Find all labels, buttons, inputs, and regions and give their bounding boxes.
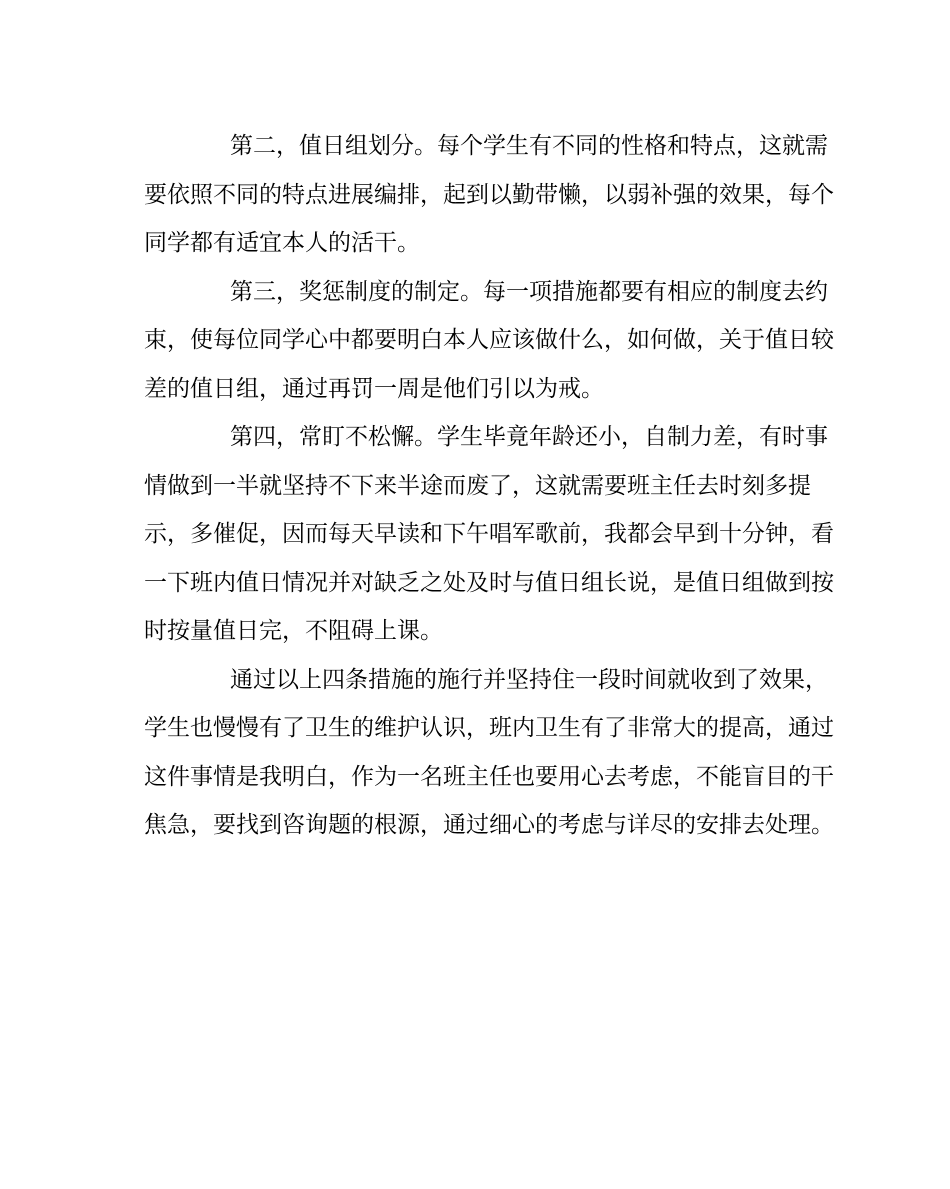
paragraph-rewards-penalties xyxy=(144,268,834,414)
paragraph-line: 示，多催促，因而每天早读和下午唱军歌前，我都会早到十分钟，看 xyxy=(144,521,834,547)
paragraph-line: 差的值日组，通过再罚一周是他们引以为戒。 xyxy=(144,375,604,402)
paragraph-line: 要依照不同的特点进展编排，起到以勤带懒，以弱补强的效果，每个 xyxy=(144,181,834,208)
paragraph-line: 时按量值日完，不阻碍上课。 xyxy=(144,618,443,644)
paragraph-line: 一下班内值日情况并对缺乏之处及时与值日组长说，是值日组做到按 xyxy=(144,569,834,596)
paragraph-line: 第四，常盯不松懈。学生毕竟年龄还小，自制力差，有时事 xyxy=(230,424,828,450)
paragraph-duty-groups xyxy=(144,122,834,268)
paragraph-conclusion xyxy=(144,656,834,850)
paragraph-line: 这件事情是我明白，作为一名班主任也要用心去考虑，不能盲目的干 xyxy=(144,763,834,790)
paragraph-line: 通过以上四条措施的施行并坚持住一段时间就收到了效果， xyxy=(230,666,828,693)
document-body xyxy=(144,122,834,850)
paragraph-constant-supervision xyxy=(144,413,834,656)
paragraph-line: 焦急，要找到咨询题的根源，通过细心的考虑与详尽的安排去处理。 xyxy=(144,812,834,838)
paragraph-line: 第二，值日组划分。每个学生有不同的性格和特点，这就需 xyxy=(230,133,828,159)
paragraph-line: 第三，奖惩制度的制定。每一项措施都要有相应的制度去约 xyxy=(230,278,828,305)
paragraph-line: 学生也慢慢有了卫生的维护认识，班内卫生有了非常大的提高，通过 xyxy=(144,715,834,741)
paragraph-line: 同学都有适宜本人的活干。 xyxy=(144,230,420,256)
paragraph-line: 束，使每位同学心中都要明白本人应该做什么，如何做，关于值日较 xyxy=(144,327,834,353)
paragraph-line: 情做到一半就坚持不下来半途而废了，这就需要班主任去时刻多提 xyxy=(144,472,811,499)
